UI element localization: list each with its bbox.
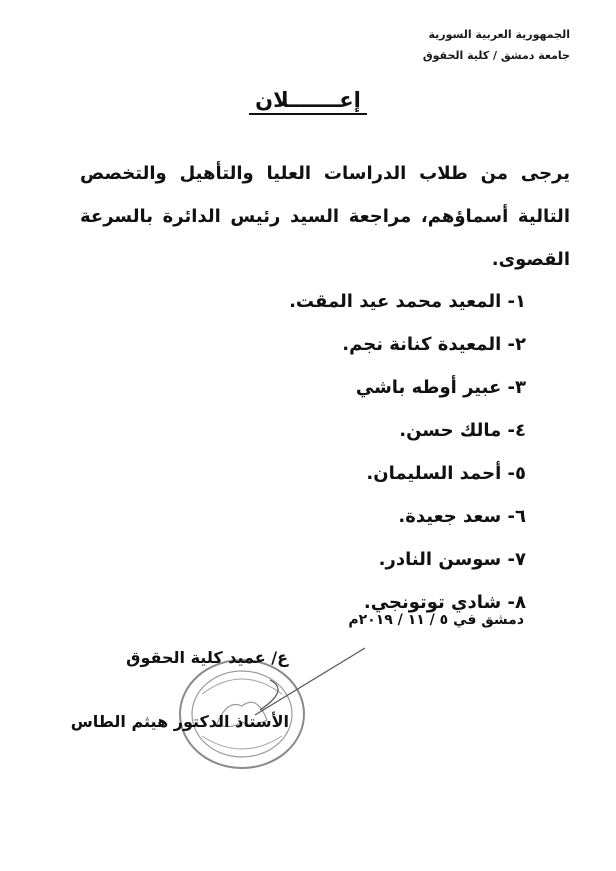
list-item: ٢- المعيدة كنانة نجم. xyxy=(342,334,526,355)
names-list xyxy=(289,280,526,624)
announcement-title-wrap xyxy=(0,88,616,115)
list-item: ٧- سوسن النادر. xyxy=(378,549,526,570)
list-item: ٨- شادي توتونجي. xyxy=(363,592,526,613)
list-item: ٦- سعد جعيدة. xyxy=(398,506,526,527)
list-item: ٣- عبير أوطه باشي xyxy=(355,377,526,398)
list-item: ٤- مالك حسن. xyxy=(399,420,526,441)
list-item: ٥- أحمد السليمان. xyxy=(366,463,526,484)
announcement-date: دمشق في ٥ / ١١ / ٢٠١٩م xyxy=(348,612,524,628)
dean-title: ع/ عميد كلية الحقوق xyxy=(126,648,288,667)
signatory-name: الأستاذ الدكتور هيثم الطاس xyxy=(70,712,289,731)
announcement-body: يرجى من طلاب الدراسات العليا والتأهيل والتخصص التالية أسماؤهم، مراجعة السيد رئيس الدائرة بالسرعة القصوى. xyxy=(80,163,570,270)
announcement-title: إعـــــــلان xyxy=(249,88,367,115)
list-item: ١- المعيد محمد عيد المقت. xyxy=(289,291,526,312)
header-university: جامعة دمشق / كلية الحقوق xyxy=(422,49,570,62)
header-country: الجمهورية العربية السورية xyxy=(428,28,570,41)
